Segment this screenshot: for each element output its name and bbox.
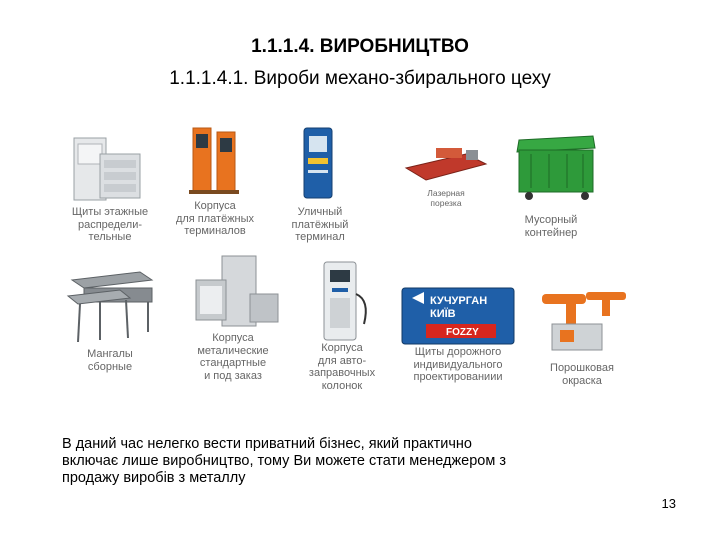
road-sign-icon [398, 284, 518, 348]
page-number: 13 [661, 496, 676, 511]
product-metal-enclosures [178, 250, 288, 400]
caption-trash-container: Мусорный контейнер [524, 214, 578, 239]
terminal-icon [165, 122, 265, 198]
sign-line2: КИЇВ [430, 308, 456, 320]
product-floor-panels [60, 130, 160, 245]
caption-terminal-cases: Корпуса для платёжных терминалов [175, 200, 255, 237]
fuel-pump-icon [292, 258, 392, 342]
product-laser-cutting [396, 140, 496, 220]
product-grills [60, 262, 160, 377]
caption-street-terminal: Уличный платёжный терминал [291, 206, 349, 243]
slide-subtitle: 1.1.1.4.1. Вироби механо-збирального цеху [169, 68, 551, 89]
caption-road-signs: Щиты дорожного индивидуального проектированиии [413, 346, 503, 383]
product-street-terminal [270, 122, 370, 252]
street-terminal-icon [270, 122, 370, 202]
caption-powder-coating: Порошковая окраска [550, 362, 614, 387]
caption-laser-cutting: Лазерная порезка [427, 188, 465, 208]
caption-grills: Мангалы сборные [87, 348, 133, 373]
body-paragraph: В даний час нелегко вести приватний бізнес, який практично включає лише виробництво, тому Ви можете стати менеджером з продажу виробів з металлу [62, 436, 507, 486]
laser-cutter-icon [396, 140, 496, 190]
sign-line1: КУЧУРГАН [430, 295, 488, 307]
caption-fuel-dispensers: Корпуса для авто- заправочных колонок [308, 342, 376, 392]
slide-title: 1.1.1.4. ВИРОБНИЦТВО [251, 36, 469, 57]
cabinet-icon [60, 130, 160, 210]
trash-container-icon [505, 128, 605, 208]
product-trash-container [505, 128, 605, 243]
caption-metal-enclosures: Корпуса металические стандартные и под заказ [197, 332, 269, 382]
product-road-signs [398, 284, 518, 394]
sign-line3: FOZZY [446, 327, 479, 338]
spray-gun-icon [532, 284, 632, 354]
metal-box-icon [178, 250, 288, 330]
product-fuel-dispensers [292, 258, 392, 398]
product-powder-coating [532, 284, 632, 394]
grill-icon [60, 262, 160, 346]
product-terminal-cases [165, 122, 265, 242]
caption-floor-panels: Щиты этажные распредели- тельные [71, 206, 149, 243]
